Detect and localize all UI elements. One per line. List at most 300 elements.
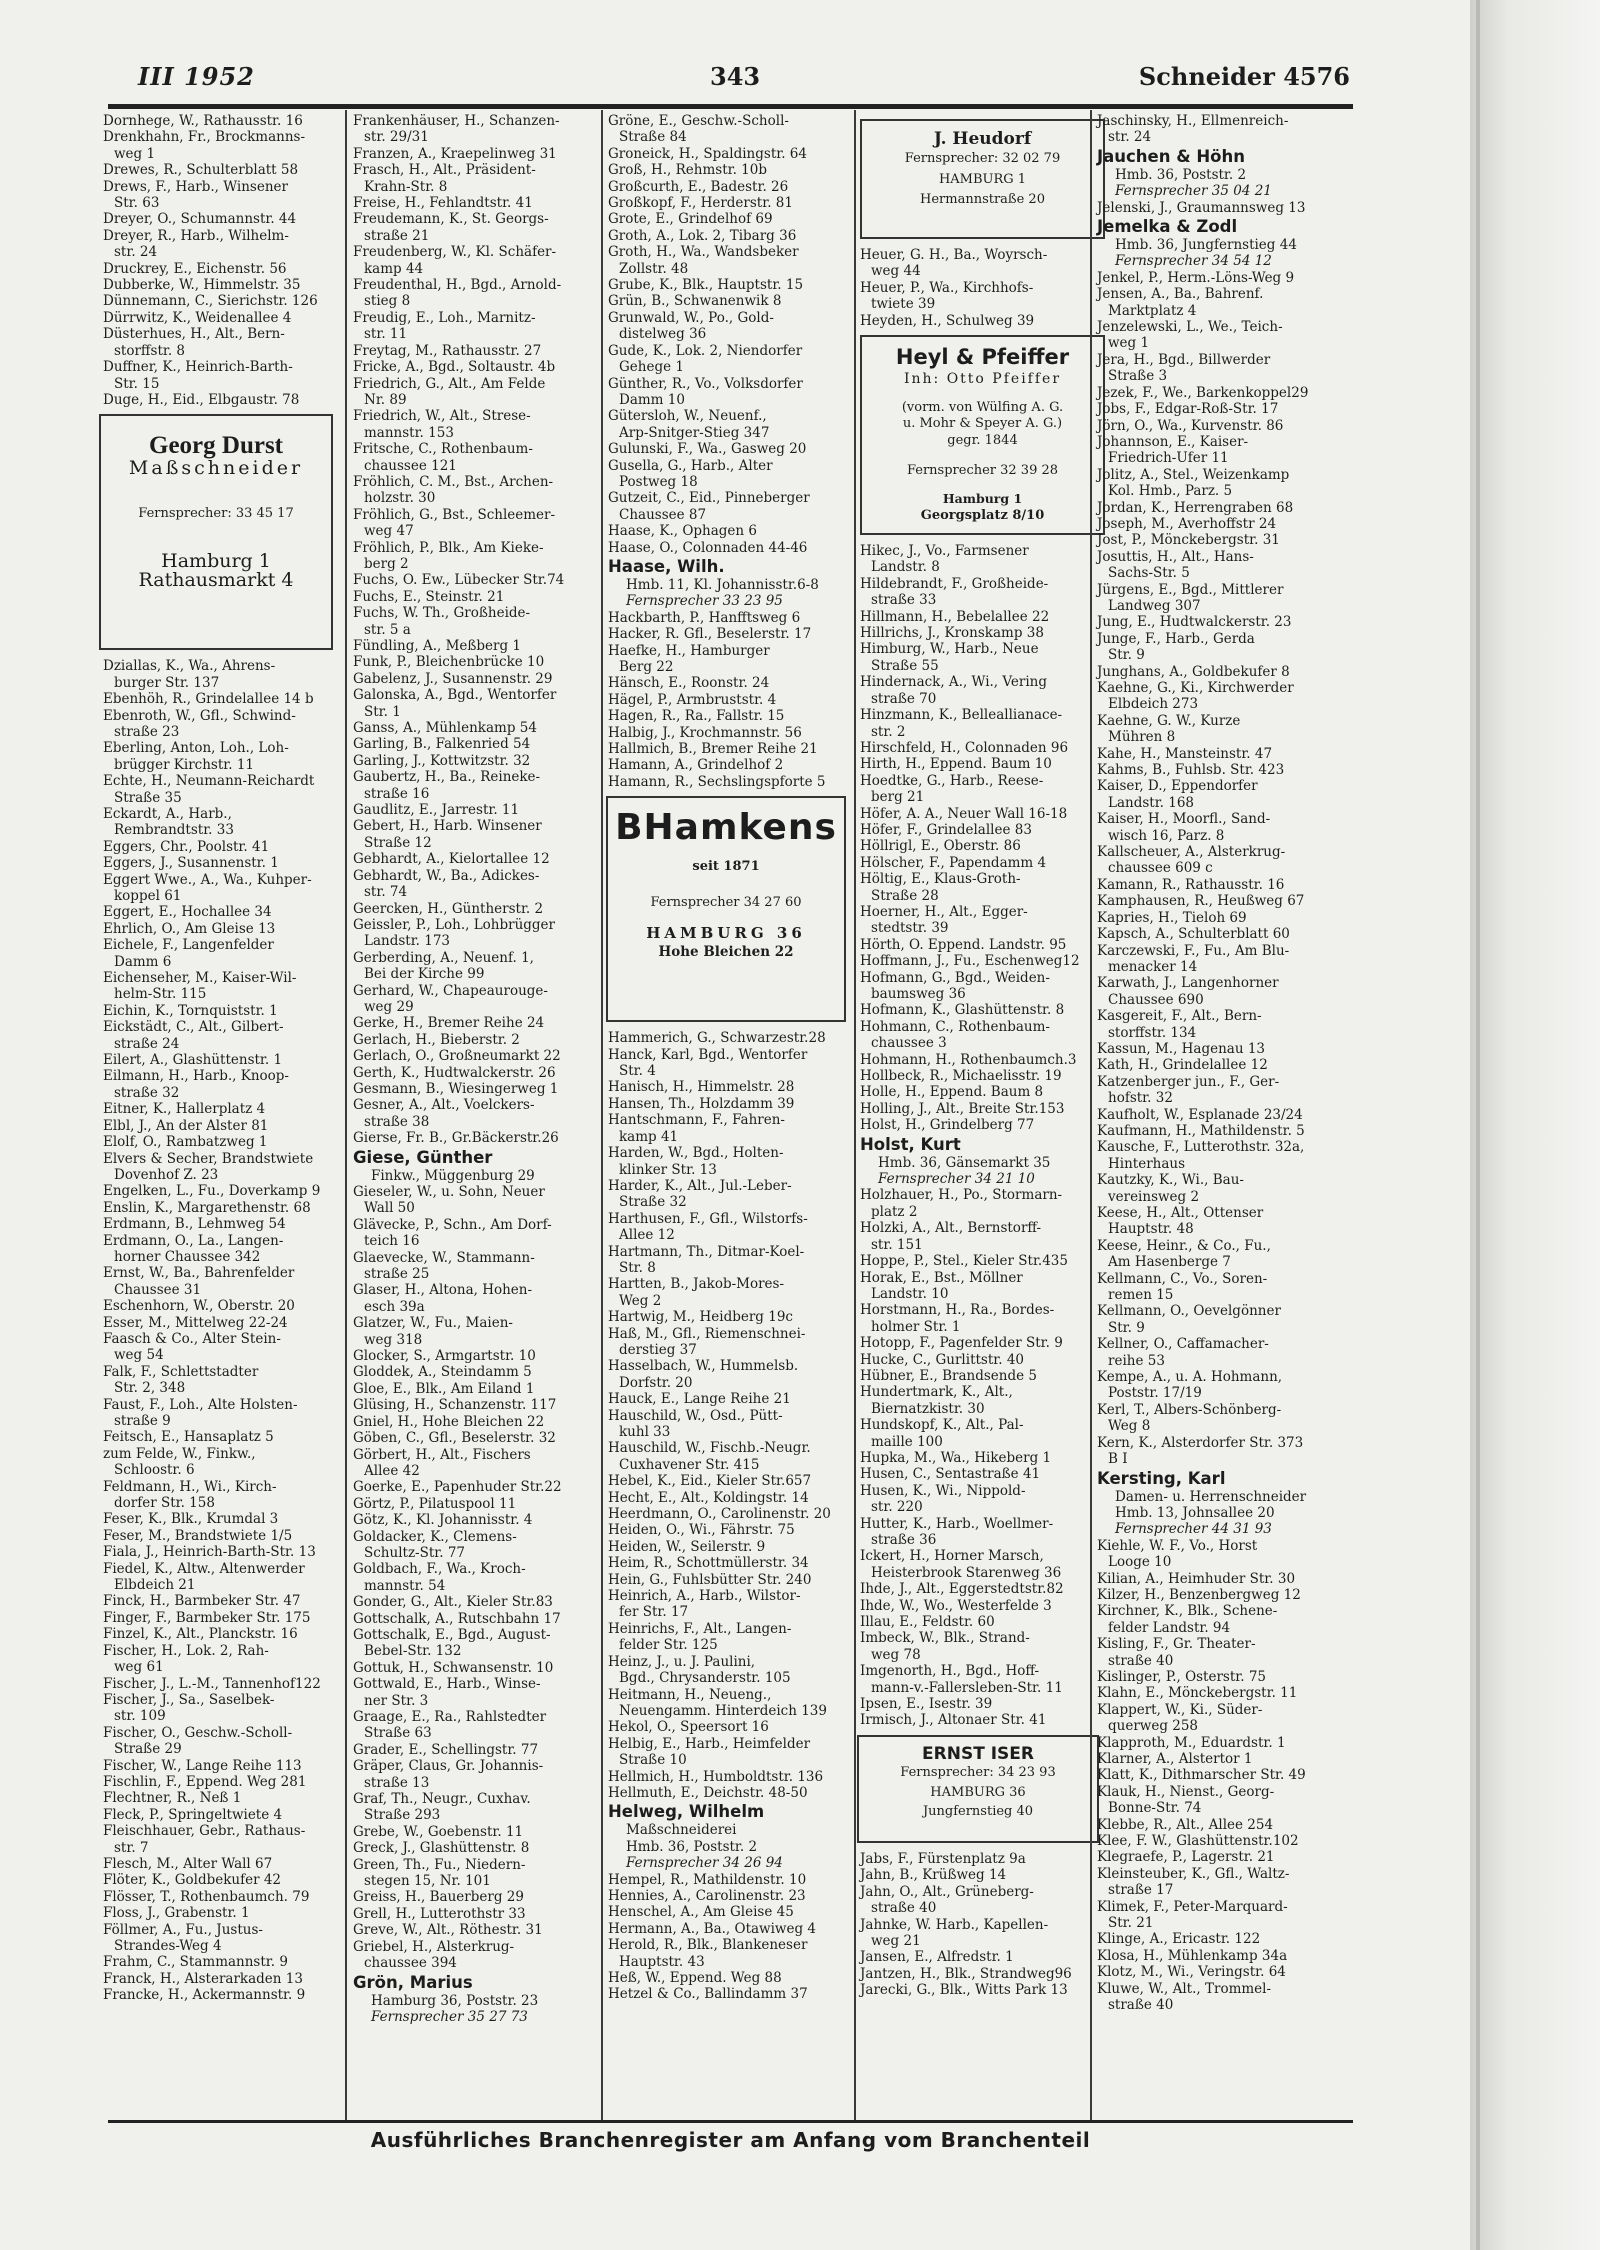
page-edge (1470, 0, 1600, 2250)
directory-entry: Kellmann, C., Vo., Soren- remen 15 (1097, 1270, 1268, 1304)
directory-entry: Elolf, O., Rambatzweg 1 (103, 1134, 268, 1151)
directory-entry: Kamann, R., Rathausstr. 16 (1097, 876, 1285, 893)
directory-entry: Klapproth, M., Eduardstr. 1 (1097, 1734, 1286, 1751)
directory-entry: Hofmann, G., Bgd., Weiden- baumsweg 36 (860, 969, 1050, 1002)
directory-entry: Jörn, O., Wa., Kurvenstr. 86 (1097, 417, 1284, 434)
ad-line: (vorm. von Wülfing A. G. (901, 399, 1064, 415)
directory-entry: Jantzen, H., Blk., Strandweg96 (860, 1965, 1072, 1982)
listing-phone: Fernsprecher 34 21 10 (878, 1171, 1035, 1188)
directory-entry: Hecht, E., Alt., Koldingstr. 14 (608, 1489, 809, 1506)
directory-entry: Hauschild, W., Fischb.-Neugr. Cuxhavener Str. 415 (608, 1440, 811, 1473)
directory-entry: Kilzer, H., Benzenbergweg 12 (1097, 1586, 1301, 1603)
ad-line: HAMBURG 36 (930, 1784, 1026, 1800)
directory-entry: Ganss, A., Mühlenkamp 54 (353, 720, 537, 737)
directory-entry: Gesmann, B., Wiesingerweg 1 (353, 1080, 559, 1097)
directory-entry: Eberling, Anton, Loh., Loh- brügger Kirchstr. 11 (103, 740, 289, 773)
directory-entry: Gloddek, A., Steindamm 5 (353, 1364, 532, 1381)
directory-entry: Dreyer, O., Schumannstr. 44 (103, 211, 297, 228)
advertisement-heudorf (860, 119, 1105, 239)
directory-entry: Jahnke, W. Harb., Kapellen- weg 21 (860, 1916, 1049, 1949)
listing-phone: Fernsprecher 34 54 12 (1115, 253, 1272, 270)
directory-entry: Hamann, R., Sechslingspforte 5 (608, 773, 826, 790)
directory-entry: Gottschalk, E., Bgd., August- Bebel-Str. 132 (353, 1626, 551, 1660)
directory-entry: Jahn, B., Krüßweg 14 (860, 1867, 1007, 1884)
ad-line: Hohe Bleichen 22 (658, 943, 794, 960)
directory-entry: Horstmann, H., Ra., Bordes- holmer Str. 1 (860, 1302, 1055, 1335)
directory-entry: Holzhauer, H., Po., Stormarn- platz 2 (860, 1187, 1063, 1220)
directory-entry: Goldacker, K., Clemens- Schultz-Str. 77 (353, 1528, 517, 1561)
directory-entry: Harden, W., Bgd., Holten- klinker Str. 13 (608, 1145, 784, 1178)
directory-entry: Dornhege, W., Rathausstr. 16 (103, 113, 303, 129)
listing-phone: Fernsprecher 33 23 95 (626, 593, 783, 610)
directory-entry: Glävecke, P., Schn., Am Dorf- teich 16 (353, 1216, 552, 1250)
ad-line: Inh: Otto Pfeiffer (903, 371, 1062, 388)
directory-entry: Hellmich, H., Humboldtstr. 136 (608, 1768, 824, 1785)
directory-entry: Freudenberg, W., Kl. Schäfer- kamp 44 (353, 244, 557, 277)
directory-entry: Gesner, A., Alt., Voelckers- straße 38 (353, 1097, 535, 1130)
directory-entry: Esser, M., Mittelweg 22-24 (103, 1314, 288, 1331)
directory-entry: Finck, H., Barmbeker Str. 47 (103, 1593, 301, 1610)
directory-entry: Gieseler, W., u. Sohn, Neuer Wall 50 (353, 1184, 545, 1217)
ad-line: Rathausmarkt 4 (138, 568, 294, 591)
directory-entry: Götz, K., Kl. Johannisstr. 4 (353, 1512, 533, 1529)
directory-entry: Duffner, K., Heinrich-Barth- Str. 15 (103, 359, 293, 392)
directory-entry: Ickert, H., Horner Marsch, Heisterbrook Starenweg 36 (860, 1548, 1062, 1581)
directory-entry: Karczewski, F., Fu., Am Blu- menacker 14 (1097, 942, 1290, 975)
ad-line: BHamkens (615, 807, 837, 849)
directory-entry: Hägel, P., Armbruststr. 4 (608, 691, 777, 708)
directory-entry: Kern, K., Alsterdorfer Str. 373 B I (1097, 1434, 1304, 1468)
directory-entry: Green, Th., Fu., Niedern- stegen 15, Nr. 101 (353, 1856, 526, 1890)
directory-entry: Holst, H., Grindelberg 77 (860, 1117, 1035, 1134)
directory-entry: Eggert, E., Hochallee 34 (103, 904, 272, 921)
directory-entry: Flechtner, R., Neß 1 (103, 1790, 242, 1807)
directory-entry: Hekol, O., Speersort 16 (608, 1719, 769, 1736)
directory-entry: Keese, H., Alt., Ottenser Hauptstr. 48 (1097, 1205, 1264, 1238)
directory-entry: Flöter, K., Goldbekufer 42 (103, 1872, 282, 1889)
directory-entry: Frasch, H., Alt., Präsident- Krahn-Str. 8 (353, 162, 536, 195)
directory-entry: Eggers, Chr., Poolstr. 41 (103, 838, 270, 855)
directory-entry: Haefke, H., Hamburger Berg 22 (608, 642, 770, 675)
directory-entry: Klee, F. W., Glashüttenstr.102 (1097, 1833, 1299, 1850)
directory-entry: Grün, B., Schwanenwik 8 (608, 293, 782, 310)
listing-detail: Damen- u. Herrenschneider Hmb. 13, Johnsallee 20 (1115, 1488, 1307, 1521)
directory-entry: Illau, E., Feldstr. 60 (860, 1614, 995, 1631)
directory-entry: Gebhardt, A., Kielortallee 12 (353, 851, 550, 868)
directory-entry: Grell, H., Lutterothstr 33 (353, 1905, 526, 1922)
directory-entry: Höfer, F., Grindelallee 83 (860, 821, 1032, 838)
directory-entry: Fischer, J., Sa., Saselbek- str. 109 (103, 1691, 275, 1725)
directory-entry: Jolitz, A., Stel., Weizenkamp Kol. Hmb., Parz. 5 (1097, 466, 1290, 500)
directory-entry: Holle, H., Eppend. Baum 8 (860, 1084, 1044, 1101)
directory-entry: Jobs, F., Edgar-Roß-Str. 17 (1097, 401, 1279, 418)
directory-entry: Faasch & Co., Alter Stein- weg 54 (103, 1330, 281, 1364)
directory-entry: Kallscheuer, A., Alsterkrug- chaussee 609 c (1097, 844, 1286, 877)
directory-entry: Hörth, O. Eppend. Landstr. 95 (860, 936, 1067, 953)
directory-entry: Gütersloh, W., Neuenf., Arp-Snitger-Stieg 347 (608, 408, 770, 441)
directory-entry: Kislinger, P., Osterstr. 75 (1097, 1668, 1267, 1685)
directory-entry: Eichele, F., Langenfelder Damm 6 (103, 937, 274, 970)
ad-line: ERNST ISER (922, 1743, 1034, 1764)
directory-entry: Jensen, A., Ba., Bahrenf. Marktplatz 4 (1097, 286, 1264, 319)
directory-entry: Groß, H., Rehmstr. 10b (608, 162, 767, 179)
directory-entry: Hauschild, W., Osd., Pütt- kuhl 33 (608, 1407, 783, 1440)
directory-entry: Greve, W., Alt., Röthestr. 31 (353, 1922, 543, 1939)
directory-entry: Hillmann, H., Bebelallee 22 (860, 608, 1050, 625)
listing-detail: Hamburg 36, Poststr. 23 (371, 1992, 539, 2009)
directory-entry: Dubberke, W., Himmelstr. 35 (103, 277, 301, 294)
directory-entry: Klegraefe, P., Lagerstr. 21 (1097, 1849, 1275, 1866)
bold-listing-name: Jemelka & Zodl (1097, 217, 1238, 237)
directory-entry: Eichenseher, M., Kaiser-Wil- helm-Str. 115 (103, 970, 297, 1003)
directory-entry: Hohmann, H., Rothenbaumch.3 (860, 1051, 1077, 1068)
directory-entry: Glocker, S., Armgartstr. 10 (353, 1348, 536, 1365)
header-year: 1952 (184, 62, 255, 91)
directory-entry: Eitner, K., Hallerplatz 4 (103, 1101, 266, 1118)
directory-entry: Graage, E., Ra., Rahlstedter Straße 63 (353, 1709, 547, 1742)
ad-line: u. Mohr & Speyer A. G.) (902, 416, 1063, 432)
ad-line: gegr. 1844 (947, 432, 1018, 448)
directory-entry: Eggert Wwe., A., Wa., Kuhper- koppel 61 (103, 871, 312, 904)
directory-entry: Freudemann, K., St. Georgs- straße 21 (353, 211, 549, 244)
directory-entry: Klebbe, R., Alt., Allee 254 (1097, 1816, 1274, 1833)
directory-entry: Eggers, J., Susannenstr. 1 (103, 855, 279, 872)
directory-entry: Hermann, A., Ba., Otawiweg 4 (608, 1920, 816, 1937)
directory-entry: Hanck, Karl, Bgd., Wentorfer Str. 4 (608, 1046, 808, 1080)
directory-entry: Ebenhöh, R., Grindelallee 14 b (103, 691, 314, 708)
directory-entry: Hoerner, H., Alt., Egger- stedtstr. 39 (860, 903, 1028, 937)
directory-entry: Feser, K., Blk., Krumdal 3 (103, 1511, 279, 1528)
directory-entry: Holling, J., Alt., Breite Str.153 (860, 1100, 1065, 1117)
directory-entry: Heim, R., Schottmüllerstr. 34 (608, 1555, 809, 1572)
directory-entry: Finzel, K., Alt., Planckstr. 16 (103, 1626, 298, 1643)
directory-entry: Jost, P., Mönckebergstr. 31 (1097, 532, 1280, 549)
directory-entry: Keese, Heinr., & Co., Fu., Am Hasenberge 7 (1097, 1237, 1271, 1271)
header-rule (108, 104, 1353, 109)
directory-entry: Höfer, A. A., Neuer Wall 16-18 (860, 805, 1068, 822)
page-header (138, 62, 1350, 102)
directory-entry: Feldmann, H., Wi., Kirch- dorfer Str. 158 (103, 1478, 277, 1512)
directory-entry: Fröhlich, C. M., Bst., Archen- holzstr. 30 (353, 473, 554, 507)
listing-phone: Fernsprecher 35 04 21 (1115, 183, 1272, 200)
directory-entry: Görtz, P., Pilatuspool 11 (353, 1495, 517, 1512)
directory-entry: Hacker, R. Gfl., Beselerstr. 17 (608, 626, 812, 643)
directory-entry: Hellmuth, E., Deichstr. 48-50 (608, 1784, 808, 1801)
column-4 (860, 113, 1105, 1999)
directory-entry: Friedrich, G., Alt., Am Felde Nr. 89 (353, 375, 546, 408)
bold-listing-name: Grön, Marius (353, 1972, 473, 1992)
directory-entry: Husen, C., Sentastraße 41 (860, 1466, 1041, 1483)
directory-entry: Horak, E., Bst., Möllner Landstr. 10 (860, 1269, 1023, 1302)
directory-entry: Jarecki, G., Blk., Witts Park 13 (860, 1982, 1068, 1999)
directory-entry: Hempel, R., Mathildenstr. 10 (608, 1871, 807, 1888)
directory-entry: Irmisch, J., Altonaer Str. 41 (860, 1712, 1047, 1729)
directory-entry: Jung, E., Hudtwalckerstr. 23 (1097, 614, 1292, 631)
directory-entry: Gebert, H., Harb. Winsener Straße 12 (353, 818, 542, 851)
directory-entry: Ehrlich, O., Am Gleise 13 (103, 920, 276, 937)
ad-line: Hamburg 1 (161, 549, 271, 572)
directory-entry: Gerhard, W., Chapeaurouge- weg 29 (353, 982, 548, 1015)
directory-entry: Drenkhahn, Fr., Brockmanns- weg 1 (103, 129, 306, 162)
directory-entry: Fischer, J., L.-M., Tannenhof122 (103, 1675, 321, 1692)
directory-entry: Husen, K., Wi., Nippold- str. 220 (860, 1482, 1026, 1516)
header-range-label: Schneider 4576 (1138, 62, 1350, 91)
directory-entry: Johannson, E., Kaiser- Friedrich-Ufer 11 (1097, 433, 1249, 467)
bold-listing-name: Holst, Kurt (860, 1134, 961, 1154)
directory-entry: Jelenski, J., Graumannsweg 13 (1097, 199, 1306, 216)
directory-entry: Freytag, M., Rathausstr. 27 (353, 342, 542, 359)
directory-entry: Frahm, C., Stammannstr. 9 (103, 1954, 288, 1971)
directory-entry: Graf, Th., Neugr., Cuxhav. Straße 293 (353, 1791, 531, 1824)
directory-entry: Garling, B., Falkenried 54 (353, 736, 531, 753)
directory-entry: Hansen, Th., Holzdamm 39 (608, 1095, 795, 1112)
column-divider (601, 110, 603, 2120)
directory-entry: Kellner, O., Caffamacher- reihe 53 (1097, 1336, 1269, 1369)
directory-entry: Heitmann, H., Neueng., Neuengamm. Hinterdeich 139 (608, 1686, 827, 1719)
directory-entry: Engelken, L., Fu., Doverkamp 9 (103, 1183, 321, 1200)
ad-line: Fernsprecher: 33 45 17 (138, 506, 294, 522)
ad-line: HAMBURG 36 (646, 924, 806, 943)
directory-entry: Kapries, H., Tieloh 69 (1097, 909, 1247, 926)
directory-entry: Kautzky, K., Wi., Bau- vereinsweg 2 (1097, 1172, 1244, 1205)
directory-entry: Grube, K., Blk., Hauptstr. 15 (608, 277, 804, 294)
directory-entry: Gierse, Fr. B., Gr.Bäckerstr.26 (353, 1130, 559, 1147)
directory-entry: Höltig, E., Klaus-Groth- Straße 28 (860, 871, 1021, 904)
directory-entry: Heiden, W., Seilerstr. 9 (608, 1538, 766, 1555)
directory-entry: Hikec, J., Vo., Farmsener Landstr. 8 (860, 543, 1029, 576)
footer-note: Ausführliches Branchenregister am Anfang vom Branchenteil (370, 2128, 1091, 2152)
directory-entry: Fleischhauer, Gebr., Rathaus- str. 7 (103, 1823, 306, 1856)
directory-entry: Griebel, H., Alsterkrug- chaussee 394 (353, 1938, 515, 1972)
directory-entry: Floss, J., Grabenstr. 1 (103, 1905, 250, 1922)
directory-entry: Franck, H., Alsterarkaden 13 (103, 1970, 303, 1987)
directory-entry: Kaehne, G. W., Kurze Mühren 8 (1097, 712, 1241, 746)
directory-entry: Hotopp, F., Pagenfelder Str. 9 (860, 1335, 1063, 1352)
directory-entry: Junge, F., Harb., Gerda Str. 9 (1097, 630, 1255, 664)
directory-entry: Gulunski, F., Wa., Gasweg 20 (608, 441, 807, 458)
directory-entry: Groth, H., Wa., Wandsbeker Zollstr. 48 (608, 244, 799, 277)
directory-entry: Kleinsteuber, K., Gfl., Waltz- straße 17 (1097, 1865, 1290, 1899)
directory-entry: Frankenhäuser, H., Schanzen- str. 29/31 (353, 113, 560, 146)
listing-detail: Hmb. 36, Gänsemarkt 35 (878, 1154, 1051, 1171)
directory-entry: Hamann, A., Grindelhof 2 (608, 757, 784, 774)
directory-entry: Hartwig, M., Heidberg 19c (608, 1309, 793, 1326)
directory-entry: Hoffmann, J., Fu., Eschenweg12 (860, 953, 1080, 970)
directory-entry: Elbl, J., An der Alster 81 (103, 1117, 269, 1134)
directory-entry: Großcurth, E., Badestr. 26 (608, 178, 789, 195)
directory-entry: Groth, A., Lok. 2, Tibarg 36 (608, 227, 797, 244)
ad-line: J. Heudorf (933, 129, 1032, 149)
directory-entry: Hackbarth, P., Hanfftsweg 6 (608, 609, 801, 626)
directory-entry: Hübner, E., Brandsende 5 (860, 1367, 1037, 1384)
directory-entry: Fritsche, C., Rothenbaum- chaussee 121 (353, 441, 533, 474)
directory-entry: Ernst, W., Ba., Bahrenfelder Chaussee 31 (103, 1265, 295, 1298)
directory-entry: Hutter, K., Harb., Woellmer- straße 36 (860, 1515, 1054, 1548)
directory-entry: Jordan, K., Herrengraben 68 (1097, 499, 1294, 516)
ad-line: Jungfernstieg 40 (922, 1804, 1034, 1820)
directory-entry: Herold, R., Blk., Blankeneser Hauptstr. 43 (608, 1937, 808, 1970)
directory-entry: Höllrigl, E., Oberstr. 86 (860, 838, 1021, 855)
directory-entry: Kirchner, K., Blk., Schene- felder Landstr. 94 (1097, 1603, 1278, 1636)
directory-entry: Glaser, H., Altona, Hohen- esch 39a (353, 1282, 533, 1315)
listing-detail: Maßschneiderei Hmb. 36, Poststr. 2 (626, 1822, 758, 1855)
directory-entry: Ihde, J., Alt., Eggerstedtstr.82 (860, 1581, 1064, 1598)
ad-line: Fernsprecher: 32 02 79 (904, 151, 1061, 167)
directory-entry: Gerlach, H., Bieberstr. 2 (353, 1031, 520, 1048)
directory-entry: Gerth, K., Hudtwalckerstr. 26 (353, 1064, 556, 1081)
directory-entry: Dünnemann, C., Sierichstr. 126 (103, 293, 318, 310)
directory-entry: Kaufholt, W., Esplanade 23/24 (1097, 1106, 1303, 1123)
directory-entry: zum Felde, W., Finkw., Schloostr. 6 (103, 1445, 256, 1479)
directory-entry: Dziallas, K., Wa., Ahrens- burger Str. 137 (103, 658, 276, 691)
directory-entry: Fuchs, O. Ew., Lübecker Str.74 (353, 572, 565, 589)
directory-entry: Drews, F., Harb., Winsener Str. 63 (103, 178, 288, 212)
advertisement-durst (99, 414, 333, 650)
bold-listing-name: Jauchen & Höhn (1097, 146, 1246, 166)
directory-entry: Hantschmann, F., Fahren- kamp 41 (608, 1112, 785, 1145)
directory-entry: Grebe, W., Goebenstr. 11 (353, 1823, 524, 1840)
directory-entry: Hundertmark, K., Alt., Biernatzkistr. 30 (860, 1384, 1013, 1417)
bold-listing-name: Helweg, Wilhelm (608, 1802, 765, 1822)
ad-line: Hermannstraße 20 (920, 192, 1045, 208)
directory-entry: Fischer, O., Geschw.-Scholl- Straße 29 (103, 1724, 293, 1758)
listing-detail: Hmb. 36, Jungfernstieg 44 (1115, 237, 1297, 254)
directory-entry: Eschenhorn, W., Oberstr. 20 (103, 1298, 295, 1315)
directory-entry: Klarner, A., Alstertor 1 (1097, 1751, 1253, 1767)
directory-entry: Hammerich, G., Schwarzestr.28 (608, 1030, 826, 1047)
directory-entry: Eichin, K., Tornquiststr. 1 (103, 1002, 278, 1019)
directory-entry: Gloe, E., Blk., Am Eiland 1 (353, 1380, 535, 1397)
directory-entry: Gerberding, A., Neuenf. 1, Bei der Kirche 99 (353, 949, 534, 983)
directory-entry: Kisling, F., Gr. Theater- straße 40 (1097, 1636, 1256, 1669)
directory-entry: Hetzel & Co., Ballindamm 37 (608, 1986, 808, 2003)
column-divider (1090, 110, 1092, 2120)
directory-entry: Gude, K., Lok. 2, Niendorfer Gehege 1 (608, 342, 803, 376)
directory-entry: Jansen, E., Alfredstr. 1 (860, 1949, 1014, 1966)
ad-line: Fernsprecher 34 27 60 (650, 895, 802, 911)
directory-entry: Josuttis, H., Alt., Hans- Sachs-Str. 5 (1097, 548, 1254, 582)
directory-entry: Jürgens, E., Bgd., Mittlerer Landweg 307 (1097, 581, 1284, 614)
directory-entry: Kaiser, D., Eppendorfer Landstr. 168 (1097, 778, 1258, 811)
listing-detail: Finkw., Müggenburg 29 (371, 1167, 535, 1184)
directory-entry: Heß, W., Eppend. Weg 88 (608, 1970, 782, 1986)
directory-entry: Henschel, A., Am Gleise 45 (608, 1904, 794, 1921)
directory-entry: Dürrwitz, K., Weidenallee 4 (103, 309, 292, 326)
directory-entry: Goldbach, F., Wa., Kroch- mannstr. 54 (353, 1561, 526, 1594)
directory-entry: Kerl, T., Albers-Schönberg- Weg 8 (1097, 1401, 1282, 1435)
directory-entry: Hoedtke, G., Harb., Reese- berg 21 (860, 772, 1044, 806)
directory-entry: Hildebrandt, F., Großheide- straße 33 (860, 575, 1049, 609)
directory-entry: Katzenberger jun., F., Ger- hofstr. 32 (1097, 1073, 1280, 1107)
directory-entry: Hirschfeld, H., Colonnaden 96 (860, 739, 1069, 756)
page-edge-line (1476, 0, 1480, 2250)
column-divider (854, 110, 856, 2120)
directory-entry: Fuchs, W. Th., Großheide- str. 5 a (353, 605, 531, 638)
directory-entry: Klinge, A., Ericastr. 122 (1097, 1931, 1261, 1948)
directory-entry: Freudig, E., Loh., Marnitz- str. 11 (353, 309, 536, 343)
directory-entry: Imgenorth, H., Bgd., Hoff- mann-v.-Fallersleben-Str. 11 (860, 1663, 1063, 1696)
directory-entry: Glüsing, H., Schanzenstr. 117 (353, 1397, 557, 1414)
ad-line: seit 1871 (692, 858, 760, 874)
directory-entry: Hinzmann, K., Belleallianace- str. 2 (860, 707, 1063, 740)
directory-entry: Kassun, M., Hagenau 13 (1097, 1040, 1266, 1057)
directory-entry: Hanisch, H., Himmelstr. 28 (608, 1079, 795, 1096)
directory-entry: Kahe, H., Mansteinstr. 47 (1097, 745, 1273, 762)
directory-entry: Gutzeit, C., Eid., Pinneberger Chaussee 87 (608, 490, 810, 523)
directory-entry: Hagen, R., Ra., Fallstr. 15 (608, 708, 785, 725)
directory-entry: Gabelenz, J., Susannenstr. 29 (353, 670, 553, 687)
directory-entry: Hupka, M., Wa., Hikeberg 1 (860, 1449, 1052, 1466)
bold-listing-name: Haase, Wilh. (608, 556, 725, 576)
directory-entry: Dreyer, R., Harb., Wilhelm- str. 24 (103, 227, 289, 261)
directory-entry: Goerke, E., Papenhuder Str.22 (353, 1479, 562, 1496)
directory-entry: Kempe, A., u. A. Hohmann, Poststr. 17/19 (1097, 1369, 1283, 1402)
directory-entry: Fündling, A., Meßberg 1 (353, 638, 522, 654)
directory-entry: Grunwald, W., Po., Gold- distelweg 36 (608, 309, 774, 343)
directory-entry: Klimek, F., Peter-Marquard- Str. 21 (1097, 1898, 1288, 1932)
directory-entry: Heyden, H., Schulweg 39 (860, 312, 1035, 329)
directory-entry: Gonder, G., Alt., Kieler Str.83 (353, 1594, 553, 1611)
directory-entry: Hartmann, Th., Ditmar-Koel- Str. 8 (608, 1243, 805, 1276)
directory-entry: Jenkel, P., Herm.-Löns-Weg 9 (1097, 269, 1295, 286)
directory-entry: Hofmann, K., Glashüttenstr. 8 (860, 1002, 1065, 1019)
directory-entry: Jera, H., Bgd., Billwerder Straße 3 (1097, 351, 1271, 385)
directory-entry: Großkopf, F., Herderstr. 81 (608, 195, 793, 212)
directory-entry: Jezek, F., We., Barkenkoppel29 (1097, 384, 1309, 401)
directory-entry: Greck, J., Glashüttenstr. 8 (353, 1840, 530, 1857)
advertisement-hamkens (606, 796, 846, 1022)
directory-entry: Hein, G., Fuhlsbütter Str. 240 (608, 1571, 812, 1588)
directory-entry: Heerdmann, O., Carolinenstr. 20 (608, 1506, 831, 1523)
directory-entry: Ipsen, E., Isestr. 39 (860, 1696, 993, 1713)
directory-entry: Klatt, K., Dithmarscher Str. 49 (1097, 1767, 1306, 1784)
directory-entry: Falk, F., Schlettstadter Str. 2, 348 (103, 1363, 259, 1397)
directory-entry: Funk, P., Bleichenbrücke 10 (353, 654, 545, 671)
directory-entry: Kiehle, W. F., Vo., Horst Looge 10 (1097, 1537, 1258, 1571)
directory-entry: Faust, F., Loh., Alte Holsten- straße 9 (103, 1396, 298, 1429)
directory-entry: Gebhardt, W., Ba., Adickes- str. 74 (353, 867, 540, 901)
directory-entry: Klahn, E., Mönckebergstr. 11 (1097, 1685, 1298, 1702)
directory-entry: Erdmann, B., Lehmweg 54 (103, 1216, 286, 1233)
directory-entry: Kapsch, A., Schulterblatt 60 (1097, 926, 1290, 943)
directory-entry: Eickstädt, C., Alt., Gilbert- straße 24 (103, 1019, 284, 1052)
directory-entry: Garling, J., Kottwitzstr. 32 (353, 752, 531, 769)
directory-entry: Hillrichs, J., Kronskamp 38 (860, 625, 1044, 642)
directory-entry: Gaubertz, H., Ba., Reineke- straße 16 (353, 769, 541, 802)
directory-entry: Hindernack, A., Wi., Vering straße 70 (860, 674, 1047, 707)
directory-entry: Hucke, C., Gurlittstr. 40 (860, 1351, 1025, 1368)
directory-entry: Flesch, M., Alter Wall 67 (103, 1855, 273, 1872)
ad-line: Hamburg 1 (942, 491, 1023, 507)
listing-phone: Fernsprecher 34 26 94 (626, 1855, 783, 1872)
directory-entry: Freudenthal, H., Bgd., Arnold- stieg 8 (353, 277, 562, 310)
directory-entry: Klappert, W., Ki., Süder- querweg 258 (1097, 1701, 1263, 1735)
bold-listing-name: Kersting, Karl (1097, 1468, 1226, 1488)
directory-entry: Föllmer, A., Fu., Justus- Strandes-Weg 4 (103, 1921, 263, 1954)
directory-entry: Freise, H., Fehlandtstr. 41 (353, 195, 533, 212)
directory-entry: Hoppe, P., Stel., Kieler Str.435 (860, 1253, 1068, 1270)
directory-entry: Hartten, B., Jakob-Mores- Weg 2 (608, 1276, 785, 1309)
directory-entry: Kath, H., Grindelallee 12 (1097, 1057, 1268, 1074)
directory-entry: Fricke, A., Bgd., Soltaustr. 4b (353, 359, 556, 376)
directory-entry: Halbig, J., Krochmannstr. 56 (608, 724, 802, 741)
directory-entry: Heinz, J., u. J. Paulini, Bgd., Chrysanderstr. 105 (608, 1653, 791, 1687)
directory-entry: Jabs, F., Fürstenplatz 9a (860, 1850, 1026, 1867)
directory-entry: Heuer, P., Wa., Kirchhofs- twiete 39 (860, 279, 1034, 313)
ad-line: Fernsprecher: 34 23 93 (900, 1765, 1056, 1781)
directory-entry: Haase, O., Colonnaden 44-46 (608, 539, 808, 556)
directory-entry: Grote, E., Grindelhof 69 (608, 211, 773, 228)
